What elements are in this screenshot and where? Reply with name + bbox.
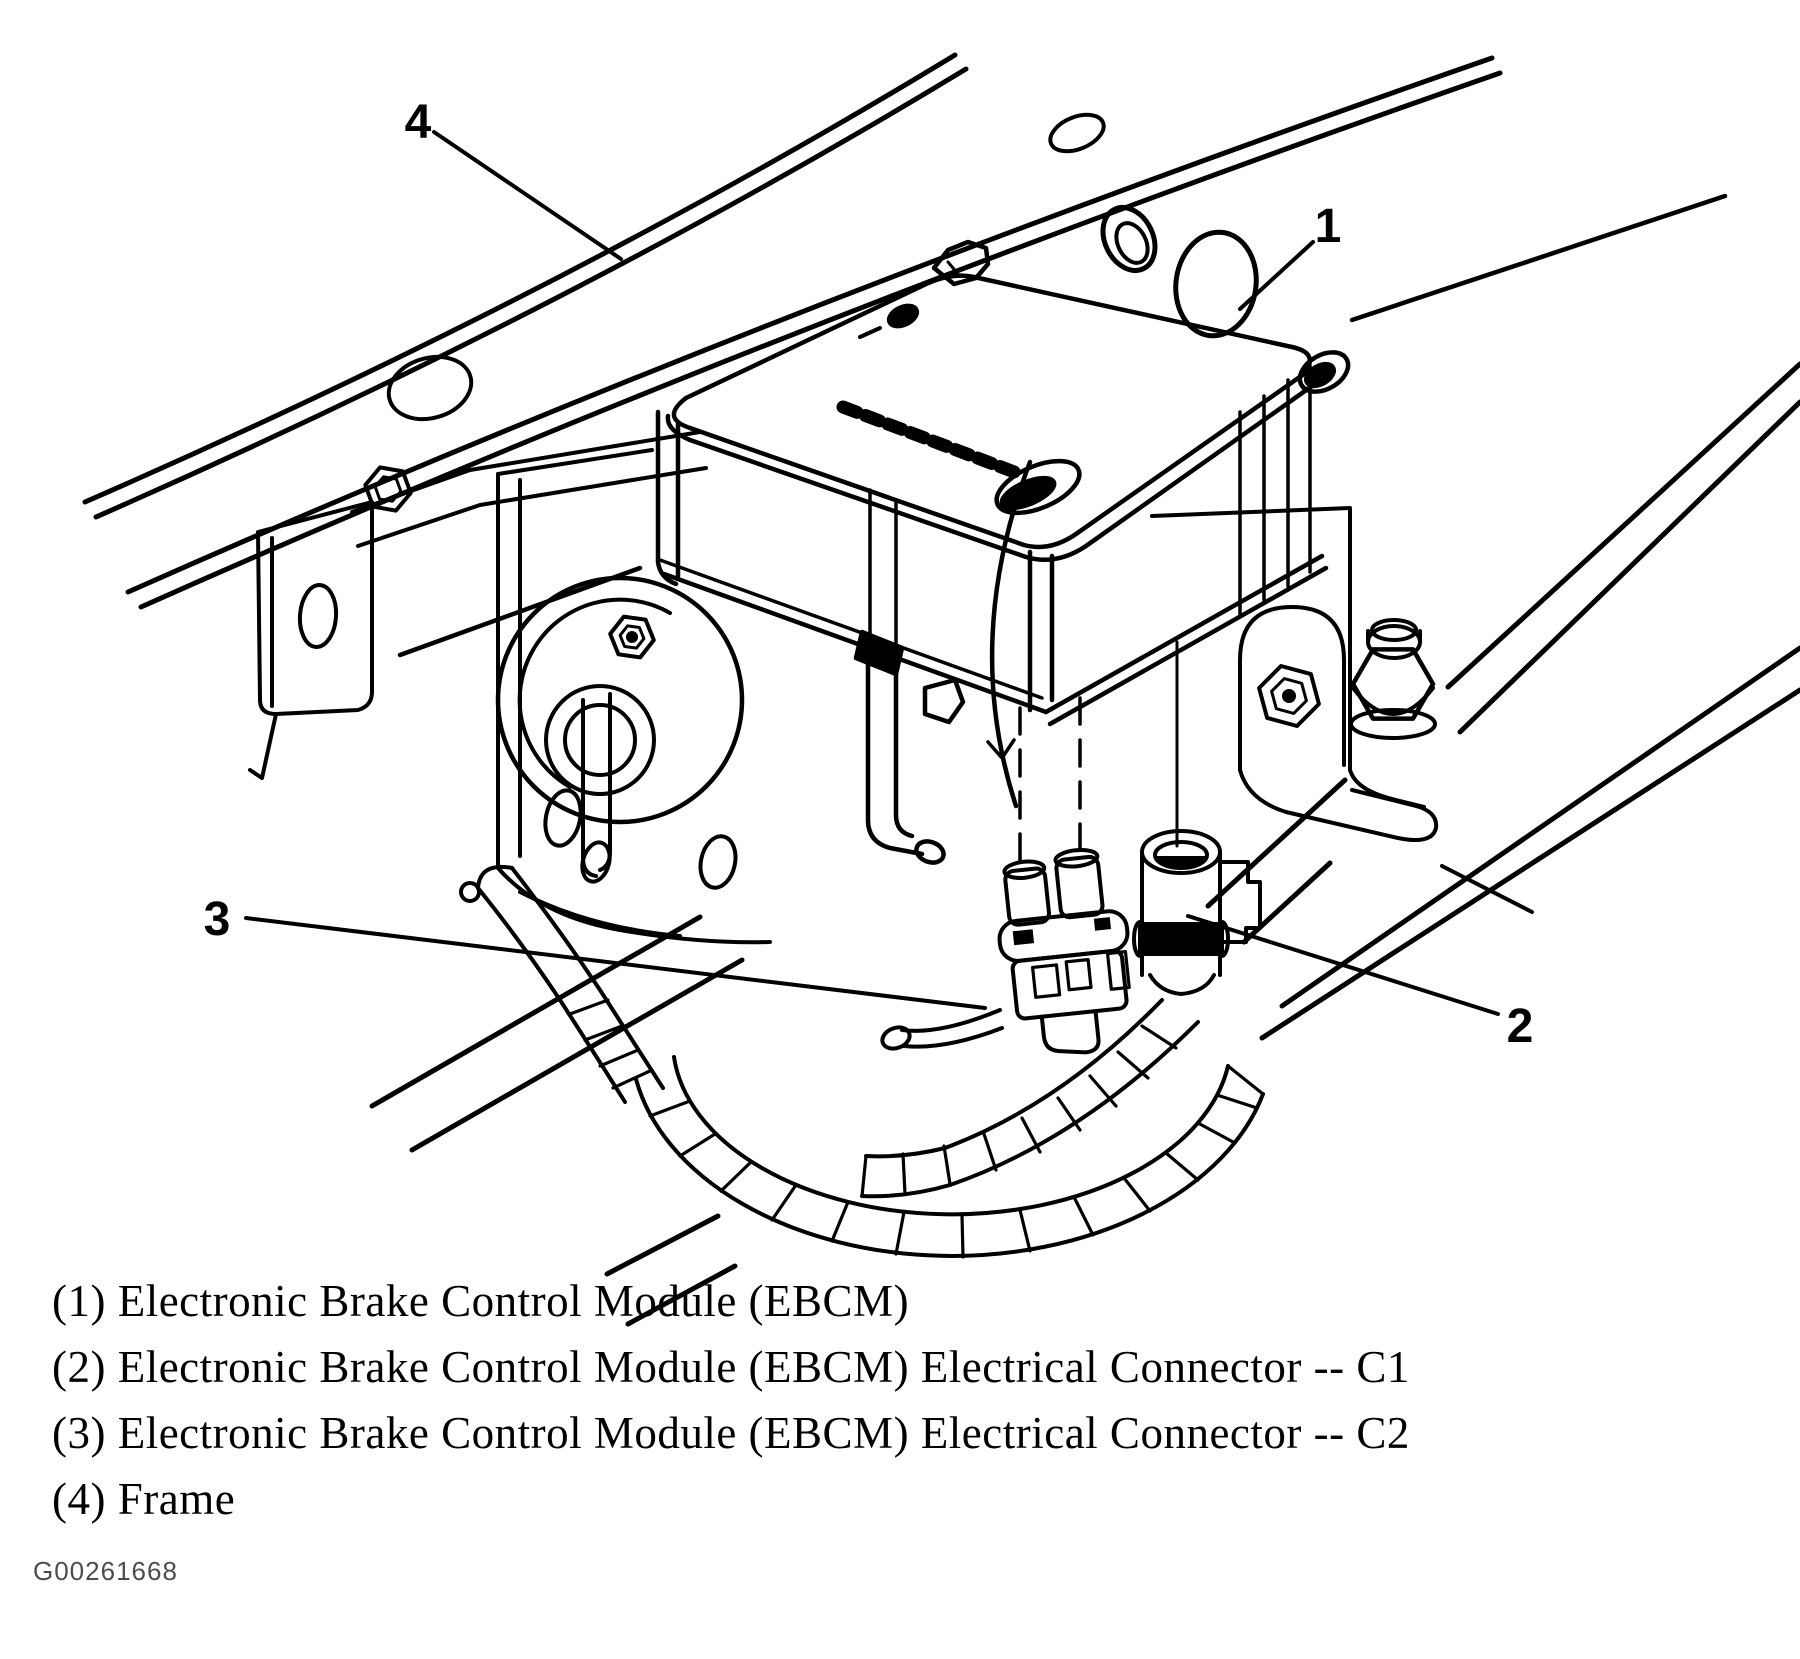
- foot-hole: [696, 833, 740, 891]
- mounting-bracket-right: [1152, 508, 1532, 912]
- legend-item-3: (3) Electronic Brake Control Module (EBCM) Electrical Connector -- C2: [52, 1408, 1410, 1458]
- leader-3: [246, 918, 985, 1008]
- callout-3: 3: [203, 893, 231, 946]
- module-stamp: [843, 407, 1017, 473]
- hatch-lines: [372, 917, 742, 1324]
- callout-1: 1: [1314, 200, 1342, 253]
- legend-item-2: (2) Electronic Brake Control Module (EBCM) Electrical Connector -- C1: [52, 1342, 1410, 1392]
- harness-ribs: [650, 1095, 1257, 1257]
- leader-2: [1188, 916, 1498, 1014]
- leader-4: [434, 132, 621, 259]
- ebcm-connector-c2: [991, 846, 1139, 1060]
- assembly-dash-lines: [1020, 642, 1177, 868]
- hydraulic-unit: [498, 450, 770, 942]
- legend: [52, 1268, 1652, 1532]
- pump-motor: [498, 578, 742, 822]
- legend-item-4: (4) Frame: [52, 1474, 236, 1524]
- legend-item-1: (1) Electronic Brake Control Module (EBCM): [52, 1276, 910, 1326]
- figure-id: G00261668: [33, 1556, 178, 1586]
- frame-rail-upper: [85, 55, 1725, 655]
- mounting-bracket-left: [250, 432, 706, 778]
- frame-hole-small: [1045, 108, 1109, 159]
- callout-4: 4: [404, 96, 432, 149]
- ebcm-module: [658, 242, 1355, 866]
- wire-loop: [1093, 199, 1165, 279]
- callout-2: 2: [1506, 1000, 1534, 1053]
- frame-rail-lower: [1208, 364, 1800, 1038]
- ebcm-connector-c1: [1134, 831, 1260, 994]
- bracket-hole: [298, 584, 338, 648]
